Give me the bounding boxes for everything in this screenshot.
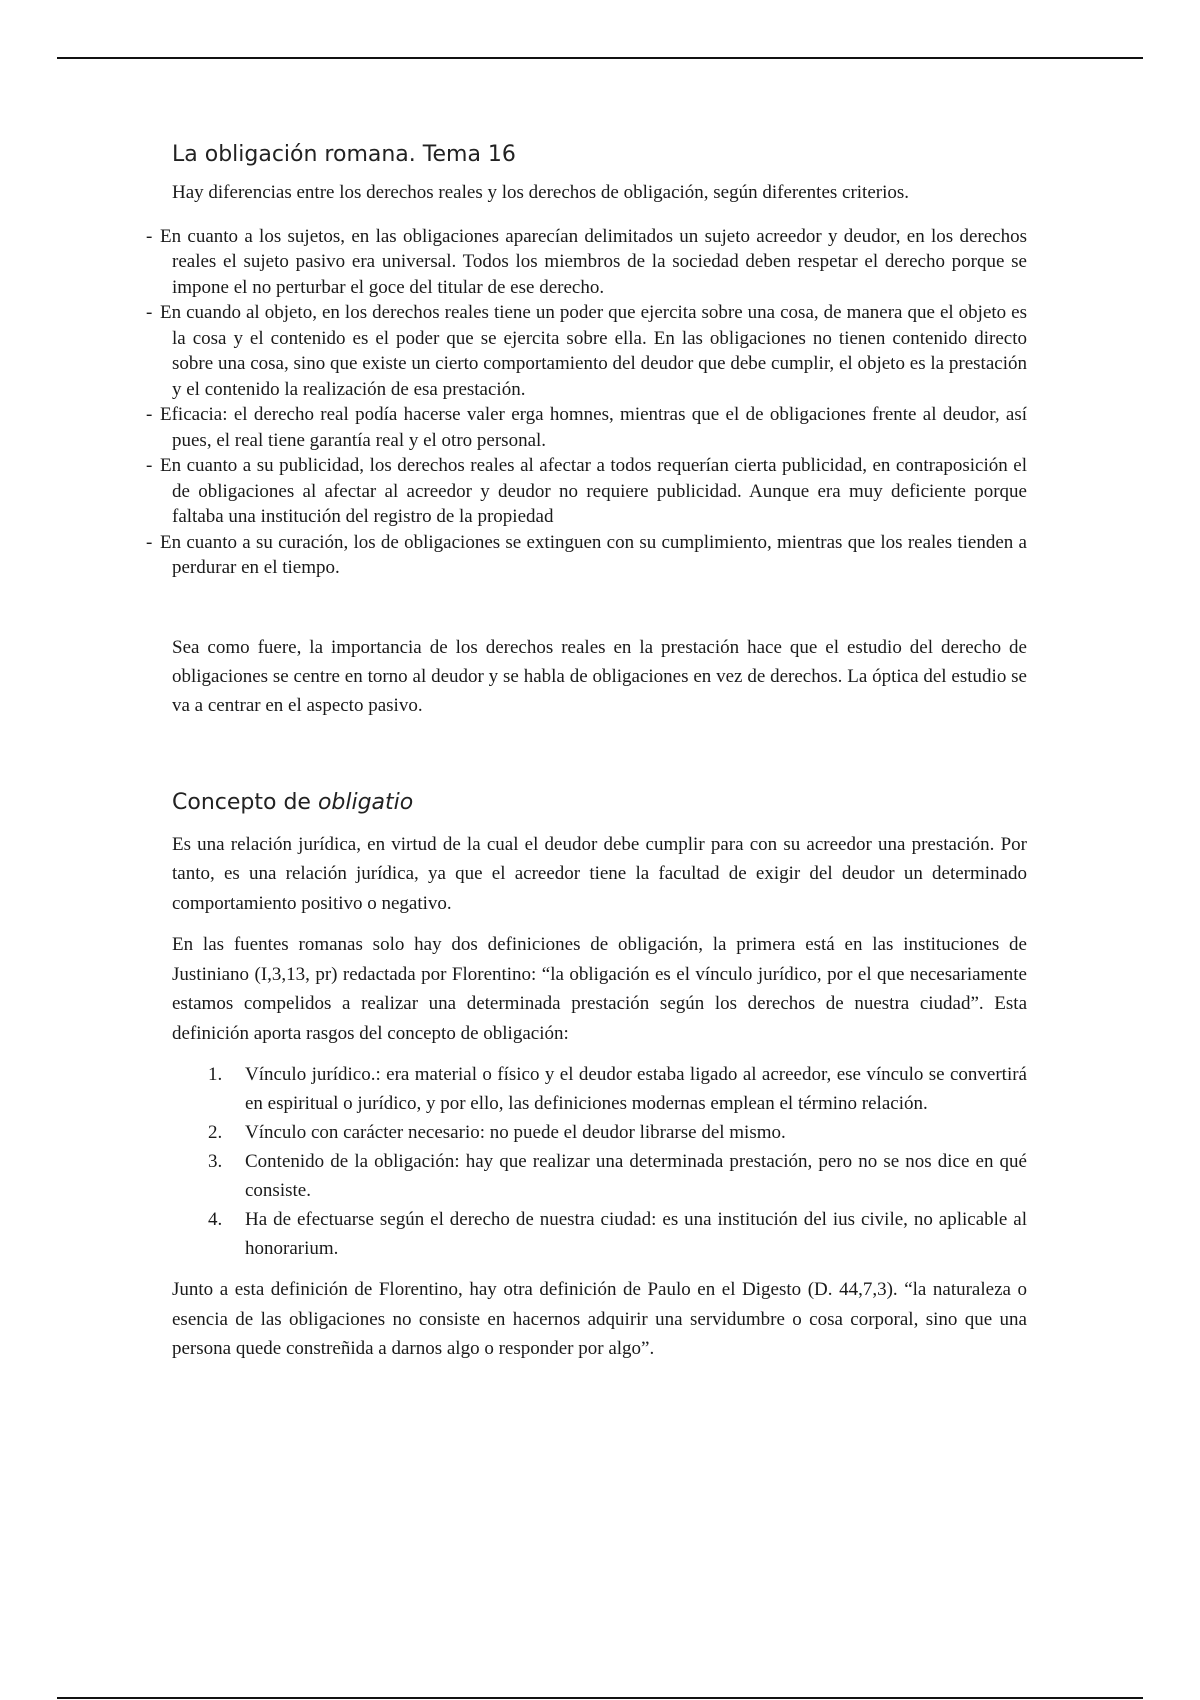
section-title-obligacion: La obligación romana. Tema 16 [172, 142, 516, 167]
features-list [172, 1060, 1027, 1263]
document-body [146, 140, 1027, 1376]
dash-bullet: - [146, 455, 153, 476]
list-item-text: Contenido de la obligación: hay que realizar una determinada prestación, pero no se nos dice en qué consiste. [245, 1151, 1027, 1201]
list-item-text: En cuanto a su curación, los de obligaciones se extinguen con su cumplimiento, mientras que los reales tienden a perdurar en el tiempo. [160, 531, 1027, 578]
list-item [172, 1060, 1027, 1118]
list-item [146, 300, 1027, 402]
section-title-concepto [172, 788, 1027, 818]
paulo-paragraph: Junto a esta definición de Florentino, hay otra definición de Paulo en el Digesto (D. 44,7,3). “la naturaleza o esencia de las obligaciones no consiste en hacernos adquirir una servidumbre o cosa corporal, sino que una persona quede constreñida a darnos algo o responder por algo”. [172, 1279, 1027, 1359]
dash-bullet: - [146, 302, 153, 323]
list-item [146, 224, 1027, 301]
list-item [172, 1147, 1027, 1205]
dash-bullet: - [146, 404, 153, 425]
list-item-text: En cuanto a su publicidad, los derechos reales al afectar a todos requerían cierta publicidad, en contraposición el de obligaciones al afectar al acreedor y deudor no requiere publicidad. Aunque era muy deficiente porque faltaba una institución del registro de la propiedad [160, 455, 1027, 527]
item-number: 2. [208, 1122, 223, 1143]
item-number: 4. [208, 1209, 223, 1230]
item-number: 3. [208, 1151, 223, 1172]
list-item [172, 1118, 1027, 1147]
item-number: 1. [208, 1064, 223, 1085]
list-item-text: Ha de efectuarse según el derecho de nuestra ciudad: es una institución del ius civile, no aplicable al honorarium. [245, 1209, 1027, 1259]
differences-list [146, 224, 1027, 581]
list-item-text: Vínculo con carácter necesario: no puede el deudor librarse del mismo. [245, 1122, 786, 1143]
section-title-prefix: Concepto de [172, 789, 318, 815]
definition-paragraph: Es una relación jurídica, en virtud de la cual el deudor debe cumplir para con su acreedor una prestación. Por tanto, es una relación jurídica, ya que el acreedor tiene la facultad de exigir del deudor un determinado comportamiento positivo o negativo. [172, 833, 1027, 914]
list-item-text: En cuando al objeto, en los derechos reales tiene un poder que ejercita sobre una cosa, de manera que el objeto es la cosa y el contenido es el poder que se ejercita sobre ella. En las obligaciones no tienen contenido directo sobre una cosa, sino que existe un cierto comportamiento del deudor que debe cumplir, el objeto es la prestación y el contenido la realización de esa prestación. [160, 302, 1027, 400]
section-title-emphasis: obligatio [317, 789, 414, 815]
list-item-text: Eficacia: el derecho real podía hacerse valer erga homnes, mientras que el de obligaciones frente al deudor, así pues, el real tiene garantía real y el otro personal. [160, 404, 1027, 451]
list-item [146, 530, 1027, 581]
list-item [146, 453, 1027, 530]
sources-paragraph: En las fuentes romanas solo hay dos definiciones de obligación, la primera está en las instituciones de Justiniano (I,3,13, pr) redactada por Florentino: “la obligación es el vínculo jurídico, por el que necesariamente estamos compelidos a realizar una determinada prestación según los derechos de nuestra ciudad”. Esta definición aporta rasgos del concepto de obligación: [172, 934, 1027, 1044]
dash-bullet: - [146, 531, 153, 553]
list-item-text: Vínculo jurídico.: era material o físico y el deudor estaba ligado al acreedor, ese vínculo se convertirá en espiritual o jurídico, y por ello, las definiciones modernas emplean el término relación. [245, 1064, 1027, 1114]
list-item [146, 402, 1027, 453]
list-item [172, 1205, 1027, 1263]
dash-bullet: - [146, 225, 153, 247]
summary-paragraph: Sea como fuere, la importancia de los derechos reales en la prestación hace que el estudio del derecho de obligaciones se centre en torno al deudor y se habla de obligaciones en vez de derechos. La óptica del estudio se va a centrar en el aspecto pasivo. [172, 636, 1027, 716]
header-rule [57, 57, 1143, 59]
section-spacer [172, 720, 1027, 788]
list-item-text: En cuanto a los sujetos, en las obligaciones aparecían delimitados un sujeto acreedor y deudor, en los derechos reales el sujeto pasivo era universal. Todos los miembros de la sociedad deben respetar el derecho porque se impone el no perturbar el goce del titular de ese derecho. [160, 225, 1027, 298]
footer-rule [57, 1697, 1143, 1699]
intro-paragraph: Hay diferencias entre los derechos reales y los derechos de obligación, según diferentes criterios. [172, 182, 910, 203]
